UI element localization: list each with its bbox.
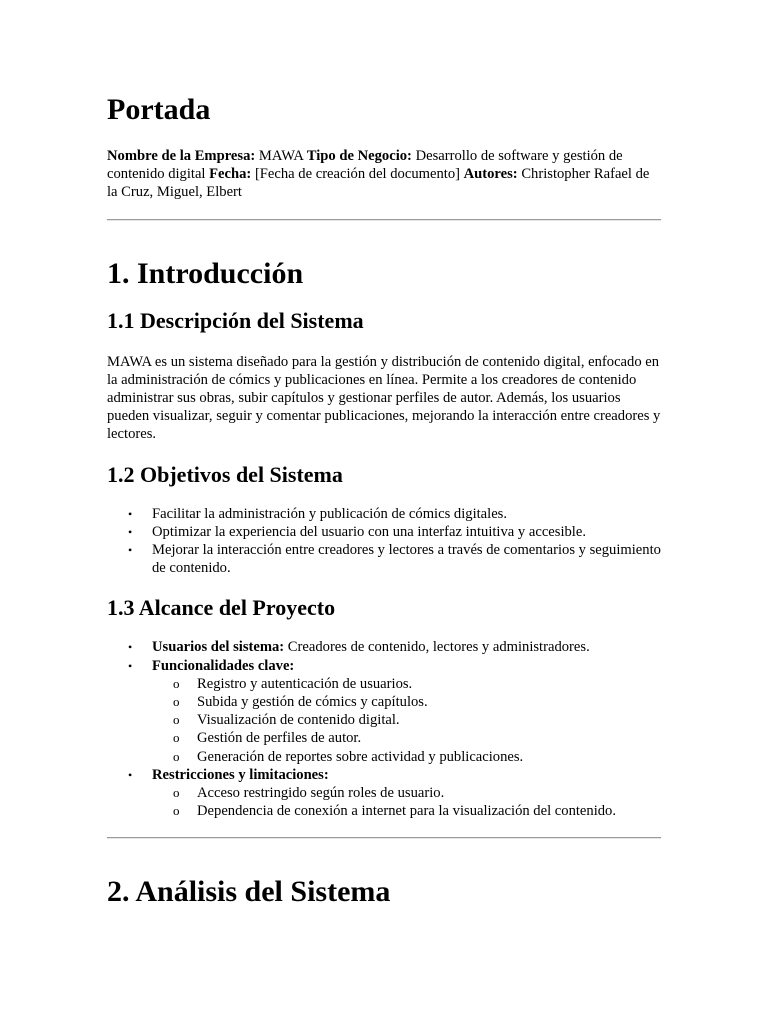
fecha-value: [Fecha de creación del documento]	[251, 166, 464, 183]
portada-metadata	[107, 147, 661, 202]
funcionalidades-sublist	[152, 675, 661, 766]
circle-marker: o	[173, 694, 180, 710]
section-divider	[107, 219, 661, 221]
analisis-title: 2. Análisis del Sistema	[107, 875, 391, 909]
negocio-label: Tipo de Negocio:	[306, 148, 412, 164]
sublist-item: o Registro y autenticación de usuarios.	[173, 675, 413, 692]
alcance-heading: 1.3 Alcance del Proyecto	[107, 595, 336, 621]
circle-marker: o	[173, 675, 180, 691]
sublist-item: o Subida y gestión de cómics y capítulos.	[173, 694, 428, 711]
usuarios-label: Usuarios del sistema:	[152, 639, 285, 656]
bullet-marker: •	[128, 543, 133, 558]
descripcion-paragraph: MAWA es un sistema diseñado para la gestión y distribución de contenido digital, enfocado en la administración de cómics y publicaciones en línea. Permite a los creadores de contenido administrar sus obras, subir capítulos y gestionar perfiles de autor. Además, los usuarios pueden visualizar, seguir y comentar publicaciones, mejorando la interacción entre creadores y lectores.	[107, 353, 661, 443]
restricciones-label: Restricciones y limitaciones:	[152, 766, 329, 783]
fecha-label: Fecha:	[209, 166, 252, 183]
usuarios-value: Creadores de contenido, lectores y administradores.	[284, 639, 590, 656]
circle-marker: o	[173, 803, 180, 819]
bullet-marker: •	[128, 506, 133, 521]
autores-label: Autores:	[463, 166, 518, 183]
introduccion-title: 1. Introducción	[107, 256, 304, 290]
objetivos-list	[107, 505, 661, 578]
list-item	[107, 657, 661, 766]
sublist-item: o Generación de reportes sobre actividad y publicaciones.	[173, 748, 524, 765]
circle-marker: o	[173, 748, 180, 764]
empresa-value: MAWA	[255, 148, 307, 164]
list-item	[107, 766, 661, 821]
circle-marker: o	[173, 785, 180, 801]
funcionalidades-label: Funcionalidades clave:	[152, 657, 295, 674]
alcance-list	[107, 638, 661, 820]
empresa-label: Nombre de la Empresa:	[107, 148, 256, 164]
list-item	[107, 638, 661, 656]
sublist-item: o Gestión de perfiles de autor.	[173, 730, 362, 747]
objetivos-heading: 1.2 Objetivos del Sistema	[107, 461, 343, 487]
list-item: • Optimizar la experiencia del usuario con una interfaz intuitiva y accesible.	[128, 523, 586, 540]
autores-value: Christopher Rafael de la Cruz, Miguel, Elbert	[107, 166, 650, 201]
circle-marker: o	[173, 730, 180, 746]
list-item: • Facilitar la administración y publicación de cómics digitales.	[128, 505, 508, 522]
sublist-item: o Acceso restringido según roles de usuario.	[173, 785, 445, 802]
sublist-item: o Visualización de contenido digital.	[173, 712, 400, 729]
circle-marker: o	[173, 712, 180, 728]
restricciones-sublist	[152, 784, 661, 820]
descripcion-heading: 1.1 Descripción del Sistema	[107, 307, 364, 333]
list-item: • Mejorar la interacción entre creadores y lectores a través de comentarios y seguimiento de contenido.	[128, 542, 661, 577]
bullet-marker: •	[128, 767, 133, 782]
bullet-marker: •	[128, 640, 133, 655]
negocio-value: Desarrollo de software y gestión de contenido digital	[107, 148, 623, 183]
section-divider	[107, 837, 661, 839]
portada-title: Portada	[107, 93, 211, 126]
document-page	[107, 0, 661, 910]
bullet-marker: •	[128, 658, 133, 673]
bullet-marker: •	[128, 524, 133, 539]
sublist-item: o Dependencia de conexión a internet para la visualización del contenido.	[173, 803, 616, 820]
